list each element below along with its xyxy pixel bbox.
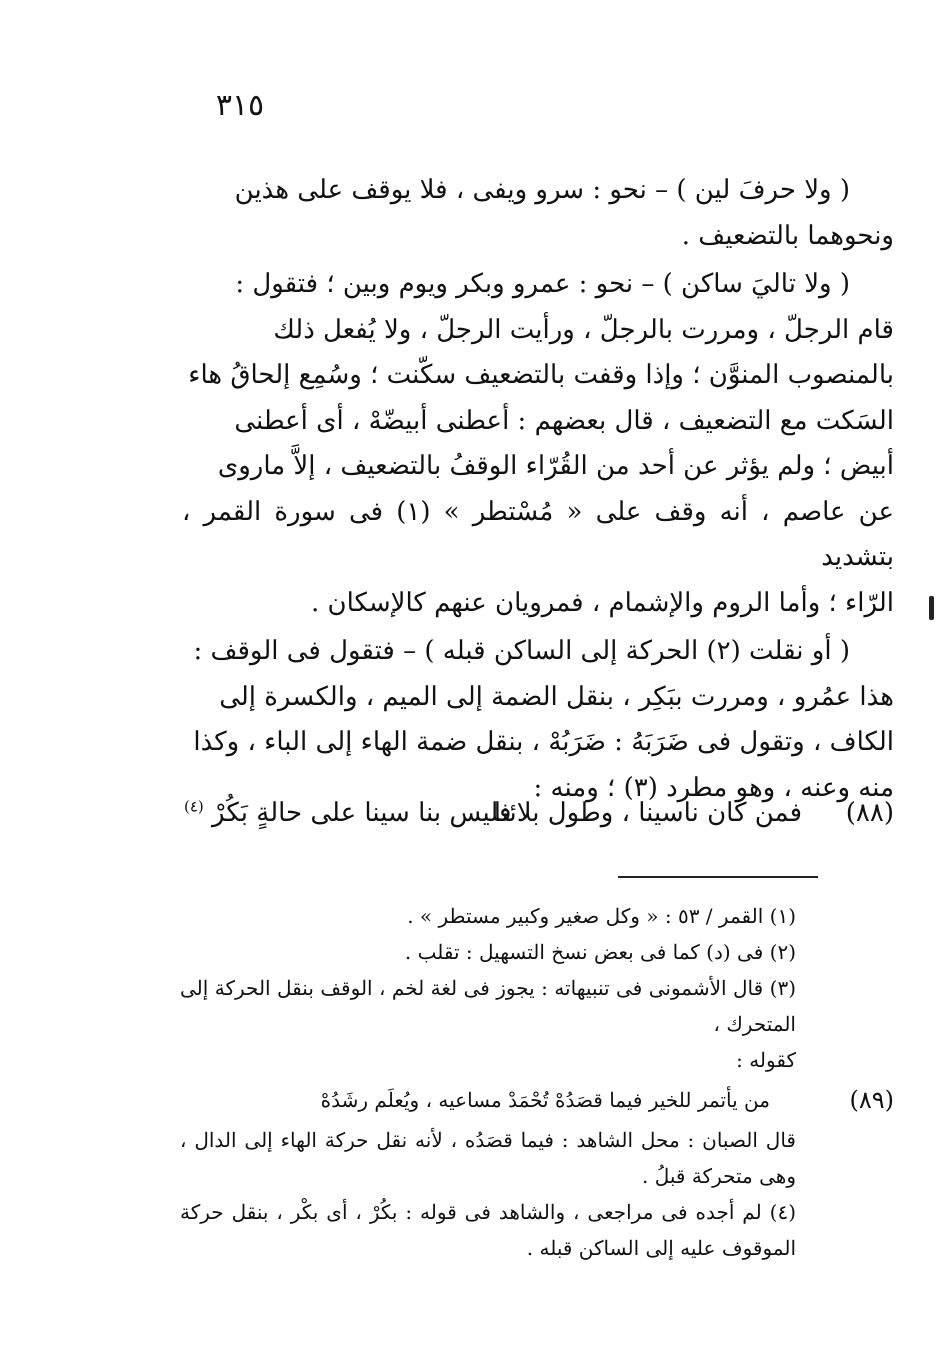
footnote-separator (618, 876, 818, 878)
footnote-verse-number: (٨٩) (849, 1086, 894, 1114)
text-line: السَكت مع التضعيف ، قال بعضهم : أعطنى أبيضّهْ ، أى أعطنى (234, 405, 894, 436)
footnote-marker: (٤) (184, 797, 204, 816)
text-line: منه وعنه ، وهو مطرد (٣) ؛ ومنه : (533, 772, 894, 803)
verse-first-hemistich: فمن كان ناسينا ، وطول بلائنا (493, 798, 802, 828)
footnote-3: (٣) قال الأشمونى فى تنبيهاته : يجوز فى لغة لخم ، الوقف بنقل الحركة إلى المتحرك ، (180, 976, 796, 1036)
text-line: ( ولا تاليَ ساكن ) – نحو : عمرو وبكر ويوم وبين ؛ فتقول : (235, 269, 850, 299)
paragraph-1 (182, 168, 894, 259)
footnotes (180, 898, 894, 1266)
page-number: ٣١٥ (215, 88, 265, 123)
verse-88 (180, 790, 894, 836)
footnote-3-note: قال الصبان : محل الشاهد : فيما قصَدُه ، لأنه نقل حركة الهاء إلى الدال ، وهى متحركة قبلُ . (180, 1128, 796, 1188)
text-line: قام الرجلّ ، ومررت بالرجلّ ، ورأيت الرجلّ ، ولا يُفعل ذلك (273, 314, 894, 345)
text-line: الرّاء ؛ وأما الروم والإشمام ، فمرويان عنهم كالإسكان . (310, 587, 894, 618)
text-line: بالمنصوب المنوَّن ؛ وإذا وقفت بالتضعيف سكّنت ؛ وسُمِع إلحاقُ هاء (188, 360, 894, 390)
footnote-verse-text: من يأتمر للخير فيما قصَدُهْ تُحْمَدْ مساعيه ، ويُعلَم رشَدُهْ (320, 1088, 770, 1112)
text-line: عن عاصم ، أنه وقف على « مُسْتطر » (١) فى سورة القمر ، بتشديد (182, 496, 894, 572)
main-text (182, 168, 894, 811)
footnote-3-continuation: كقوله : (736, 1048, 796, 1072)
text-line: ( أو نقلت (٢) الحركة إلى الساكن قبله ) – فتقول فى الوقف : (193, 636, 850, 666)
footnote-4: (٤) لم أجده فى مراجعى ، والشاهد فى قوله : بكُرْ ، أى بكْر ، بنقل حركة الموقوف عليه إلى الساكن قبله . (180, 1200, 796, 1260)
text-line: ( ولا حرفَ لين ) – نحو : سرو ويفى ، فلا يوقف على هذين (234, 175, 850, 205)
text-line: الكاف ، وتقول فى ضَرَبَهُ : ضَرَبُهْ ، بنقل ضمة الهاء إلى الباء ، وكذا (193, 727, 894, 757)
verse-number: (٨٨) (845, 798, 894, 828)
text-line: ونحوهما بالتضعيف . (681, 220, 894, 251)
paragraph-3 (182, 629, 894, 811)
paragraph-2 (182, 262, 894, 626)
verse-second-hemistich (184, 790, 511, 836)
page-edge-mark (929, 596, 934, 620)
verse-second-hemistich-text: فليس بنا سينا على حالةٍ بَكُرْ (212, 798, 512, 828)
footnote-1: (١) القمر / ٥٣ : « وكل صغير وكبير مستطر » . (407, 904, 796, 928)
footnote-verse-89 (180, 1082, 894, 1122)
footnote-2: (٢) فى (د) كما فى بعض نسخ التسهيل : تقلب . (404, 940, 796, 964)
text-line: أبيض ؛ ولم يؤثر عن أحد من القُرّاء الوقفُ بالتضعيف ، إلاَّ ماروى (217, 451, 894, 481)
text-line: هذا عمُرو ، ومررت ببَكِر ، بنقل الضمة إلى الميم ، والكسرة إلى (219, 681, 894, 712)
